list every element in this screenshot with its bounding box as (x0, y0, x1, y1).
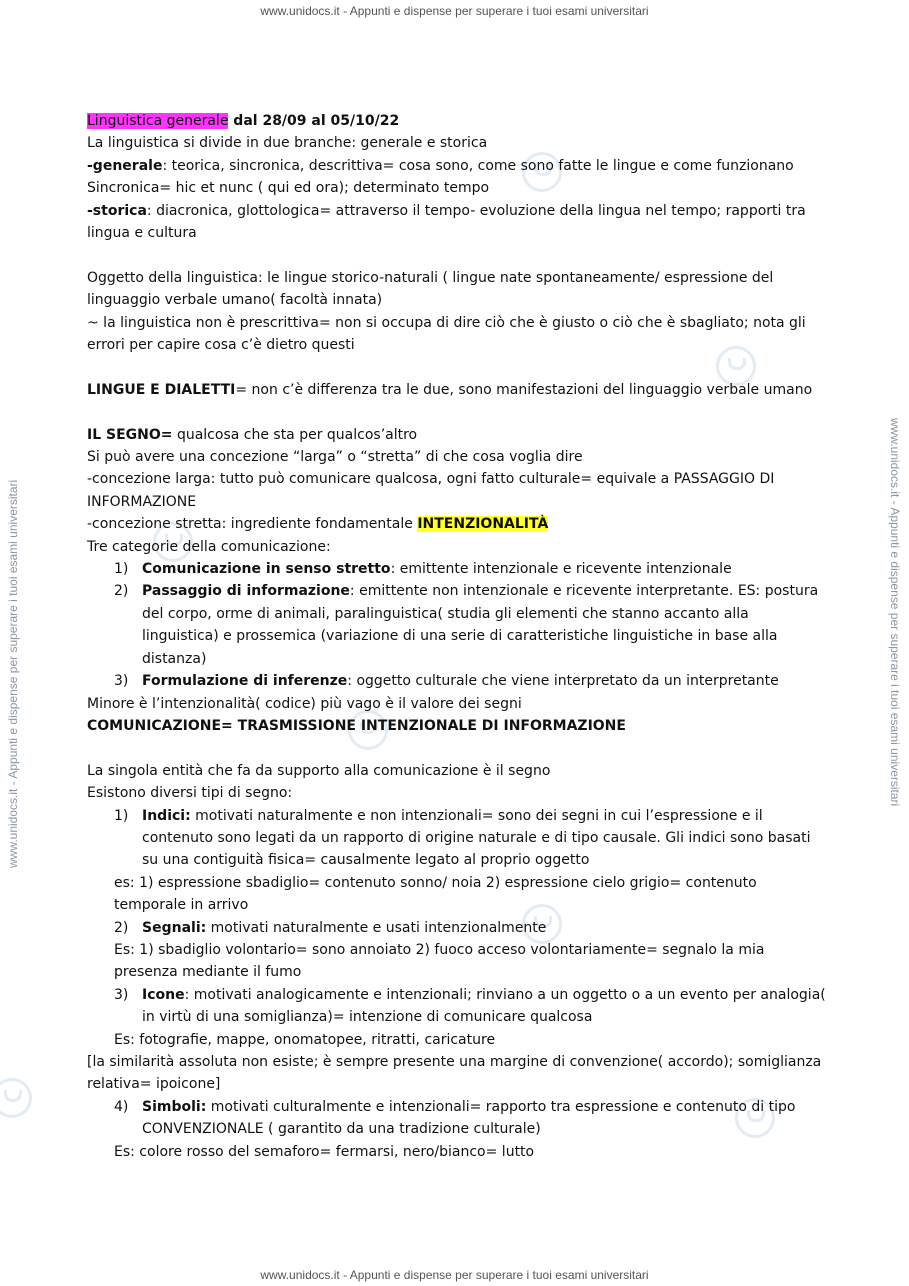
paragraph: IL SEGNO= qualcosa che sta per qualcos’altro (87, 426, 418, 443)
paragraph: Si può avere una concezione “larga” o “stretta” di che cosa voglia dire (87, 449, 583, 466)
list-item: 3) Icone: motivati analogicamente e intenzionali; rinviano a un oggetto o a un evento per analogia( in virtù di una somiglianza)= intenzione di comunicare qualcosa (114, 986, 826, 1026)
paragraph: Tre categorie della comunicazione: (87, 538, 331, 555)
list-item: 2) Passaggio di informazione: emittente non intenzionale e ricevente interpretante. ES: postura del corpo, orme di animali, paralinguistica( studia gli elementi che stanno accanto alla linguistica) e prossemica (variazione di una serie di caratteristiche linguistiche in base alla distanza) (114, 583, 819, 667)
paragraph: -storica: diacronica, glottologica= attraverso il tempo- evoluzione della lingua nel tempo; rapporti tra lingua e cultura (87, 202, 806, 242)
watermark-logo-icon (0, 1078, 32, 1118)
list-item: 4) Simboli: motivati culturalmente e intenzionali= rapporto tra espressione e contenuto di tipo CONVENZIONALE ( garantito da una tradizione culturale) (114, 1098, 796, 1138)
paragraph: LINGUE E DIALETTI= non c’è differenza tra le due, sono manifestazioni del linguaggio verbale umano (87, 381, 813, 398)
bottom-watermark-banner (0, 1268, 909, 1282)
left-side-watermark: www.unidocs.it - Appunti e dispense per superare i tuoi esami universitari (6, 479, 20, 868)
paragraph: Minore è l’intenzionalità( codice) più vago è il valore dei segni (87, 695, 522, 712)
list-item: 2) Segnali: motivati naturalmente e usati intenzionalmente (114, 919, 547, 936)
list-item: 1) Comunicazione in senso stretto: emittente intenzionale e ricevente intenzionale (114, 561, 732, 578)
example-line: Es: fotografie, mappe, onomatopee, ritratti, caricature (114, 1031, 496, 1048)
list-item: 3) Formulazione di inferenze: oggetto culturale che viene interpretato da un interpretante (114, 673, 779, 690)
paragraph: [la similarità assoluta non esiste; è sempre presente una margine di convenzione( accordo); somiglianza relativa= ipoicone] (87, 1054, 822, 1093)
paragraph: La singola entità che fa da supporto alla comunicazione è il segno (87, 762, 551, 779)
document-body (87, 110, 827, 1163)
example-line: es: 1) espressione sbadiglio= contenuto sonno/ noia 2) espressione cielo grigio= contenuto temporale in arrivo (114, 874, 757, 914)
paragraph: -concezione larga: tutto può comunicare qualcosa, ogni fatto culturale= equivale a PASSAGGIO DI INFORMAZIONE (87, 471, 775, 510)
paragraph: -generale: teorica, sincronica, descrittiva= cosa sono, come sono fatte le lingue e come funzionano (87, 157, 794, 174)
paragraph: Esistono diversi tipi di segno: (87, 785, 293, 802)
example-line: Es: colore rosso del semaforo= fermarsi, nero/bianco= lutto (114, 1143, 535, 1160)
paragraph: -concezione stretta: ingrediente fondamentale INTENZIONALITÀ (87, 516, 549, 533)
paragraph: Sincronica= hic et nunc ( qui ed ora); determinato tempo (87, 180, 490, 197)
top-watermark-banner (0, 4, 909, 18)
bottom-banner-text: www.unidocs.it - Appunti e dispense per superare i tuoi esami universitari (260, 1268, 649, 1282)
paragraph: La linguistica si divide in due branche: generale e storica (87, 135, 488, 152)
document-title: Linguistica generale dal 28/09 al 05/10/22 (87, 113, 400, 129)
right-side-watermark: www.unidocs.it - Appunti e dispense per superare i tuoi esami universitari (888, 418, 902, 807)
top-banner-text: www.unidocs.it - Appunti e dispense per superare i tuoi esami universitari (260, 4, 649, 18)
list-item: 1) Indici: motivati naturalmente e non intenzionali= sono dei segni in cui l’espressione e il contenuto sono legati da un rapporto di origine naturale e di tipo causale. Gli indici sono basati su una contiguità fisica= causalmente legato al proprio oggetto (114, 807, 811, 869)
example-line: Es: 1) sbadiglio volontario= sono annoiato 2) fuoco acceso volontariamente= segnalo la mia presenza mediante il fumo (114, 941, 765, 981)
paragraph: Oggetto della linguistica: le lingue storico-naturali ( lingue nate spontaneamente/ espressione del linguaggio verbale umano( facoltà innata) (87, 269, 774, 309)
paragraph: ~ la linguistica non è prescrittiva= non si occupa di dire ciò che è giusto o ciò che è sbagliato; nota gli errori per capire cosa c’è dietro questi (87, 314, 806, 354)
paragraph: COMUNICAZIONE= TRASMISSIONE INTENZIONALE DI INFORMAZIONE (87, 717, 626, 734)
